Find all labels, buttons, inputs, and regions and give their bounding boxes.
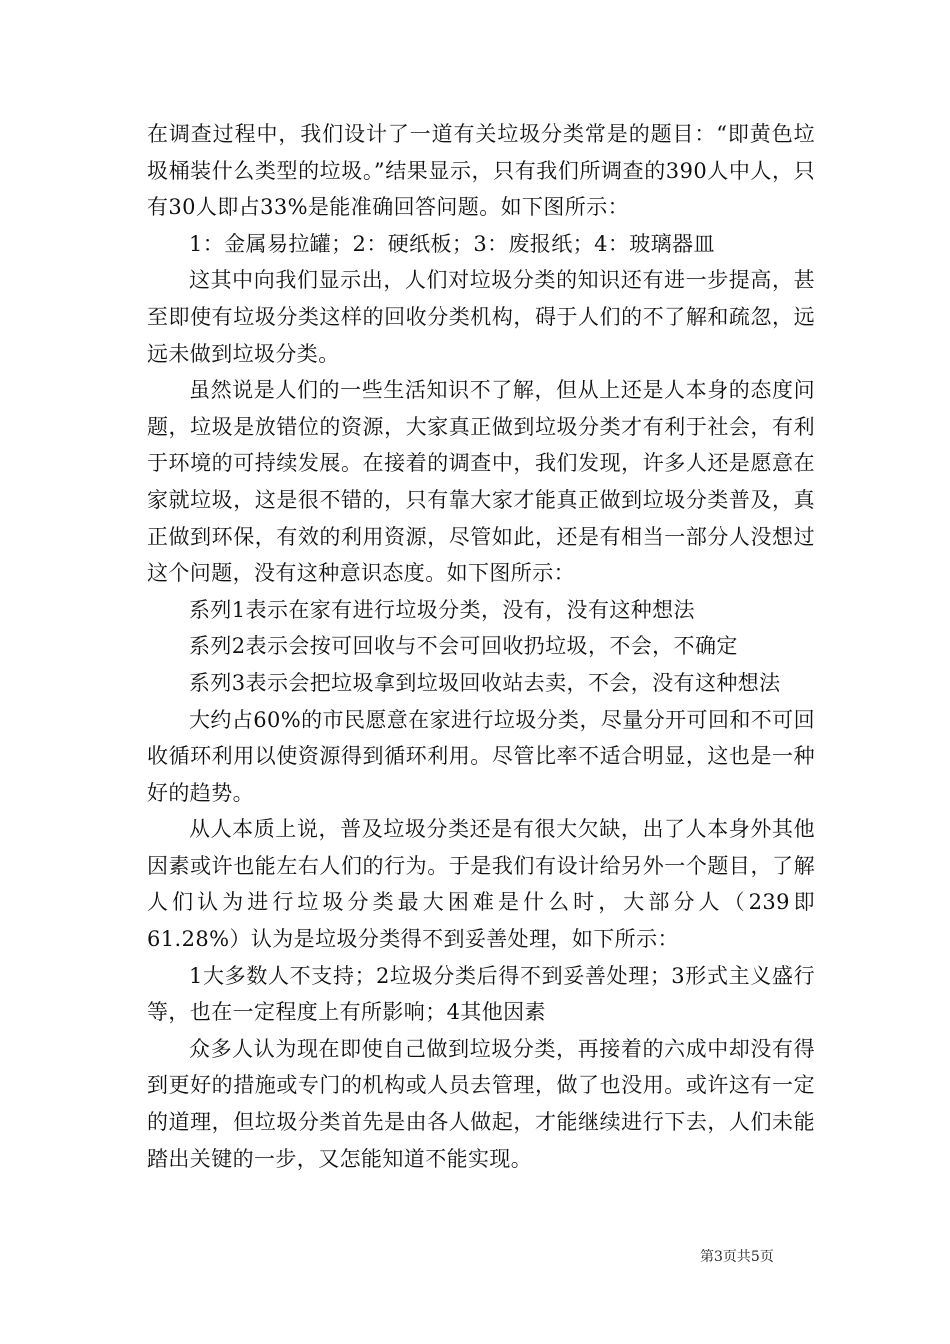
paragraph-series-1: 系列1表示在家有进行垃圾分类，没有，没有这种想法 <box>189 597 695 622</box>
paragraph-survey-intro: 在调查过程中，我们设计了一道有关垃圾分类常是的题目：“即黄色垃圾桶装什么类型的垃圾。”结果显示，只有我们所调查的390人中人，只有30人即占33%是能准确回答问题。如下图所示： <box>147 122 815 220</box>
paragraph-analysis-1: 这其中向我们显示出，人们对垃圾分类的知识还有进一步提高，甚至即使有垃圾分类这样的回收分类机构，碍于人们的不了解和疏忽，远远未做到垃圾分类。 <box>147 268 815 366</box>
page-number: 第3页共5页 <box>700 1249 774 1265</box>
paragraph-analysis-2: 虽然说是人们的一些生活知识不了解，但从上还是人本身的态度问题，垃圾是放错位的资源，大家真正做到垃圾分类才有利于社会，有利于环境的可持续发展。在接着的调查中，我们发现，许多人还是愿意在家就垃圾，这是很不错的，只有靠大家才能真正做到垃圾分类普及，真正做到环保，有效的利用资源，尽管如此，还是有相当一部分人没想过这个问题，没有这种意识态度。如下图所示： <box>147 378 815 586</box>
paragraph-series-3: 系列3表示会把垃圾拿到垃圾回收站去卖，不会，没有这种想法 <box>189 670 781 695</box>
document-body <box>147 116 815 1177</box>
paragraph-analysis-4: 从人本质上说，普及垃圾分类还是有很大欠缺，出了人本身外其他因素或许也能左右人们的行为。于是我们有设计给另外一个题目，了解人们认为进行垃圾分类最大困难是什么时，大部分人（239即61.28%）认为是垃圾分类得不到妥善处理，如下所示： <box>147 817 815 952</box>
paragraph-conclusion: 众多人认为现在即使自己做到垃圾分类，再接着的六成中却没有得到更好的措施或专门的机构或人员去管理，做了也没用。或许这有一定的道理，但垃圾分类首先是由各人做起，才能继续进行下去，人们未能踏出关键的一步，又怎能知道不能实现。 <box>147 1036 815 1171</box>
paragraph-difficulty-list: 1大多数人不支持；2垃圾分类后得不到妥善处理；3形式主义盛行等，也在一定程度上有所影响；4其他因素 <box>147 963 815 1025</box>
paragraph-analysis-3: 大约占60%的市民愿意在家进行垃圾分类，尽量分开可回和不可回收循环利用以使资源得到循环利用。尽管比率不适合明显，这也是一种好的趋势。 <box>147 707 815 805</box>
paragraph-option-list: 1：金属易拉罐；2：硬纸板；3：废报纸；4：玻璃器皿 <box>189 231 715 256</box>
paragraph-series-2: 系列2表示会按可回收与不会可回收扔垃圾，不会，不确定 <box>189 634 738 659</box>
